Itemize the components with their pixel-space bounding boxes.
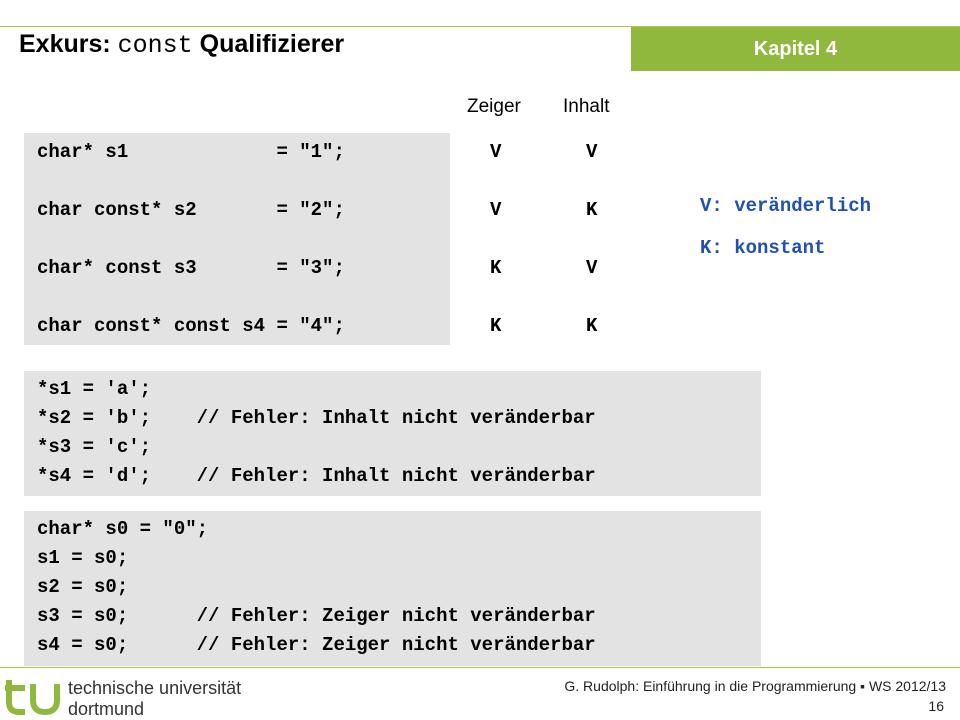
declaration-line: char const* s2 = "2"; — [37, 199, 345, 221]
code-line: s1 = s0; — [37, 547, 129, 569]
chapter-badge — [631, 27, 960, 71]
code-line: *s1 = 'a'; — [37, 378, 152, 400]
pointer-qualifier: K — [490, 315, 502, 337]
title-prefix: Exkurs: — [19, 30, 118, 58]
legend-variable: V: veränderlich — [700, 195, 872, 217]
content-qualifier: V — [586, 141, 598, 163]
content-assignment-block — [24, 371, 761, 496]
code-line: char* s0 = "0"; — [37, 518, 209, 540]
pointer-qualifier: K — [490, 257, 502, 279]
chapter-label: Kapitel 4 — [753, 37, 838, 60]
code-line: *s2 = 'b'; // Fehler: Inhalt nicht veränderbar — [37, 407, 596, 429]
footer-divider — [0, 667, 960, 668]
page-number: 16 — [928, 698, 944, 714]
code-line: s3 = s0; // Fehler: Zeiger nicht veränderbar — [37, 605, 596, 627]
content-qualifier: K — [586, 199, 598, 221]
code-line: s2 = s0; — [37, 576, 129, 598]
pointer-qualifier: V — [490, 199, 502, 221]
course-info: G. Rudolph: Einführung in die Programmierung ▪ WS 2012/13 — [564, 678, 946, 694]
column-header-pointer: Zeiger — [467, 96, 521, 117]
declaration-line: char const* const s4 = "4"; — [37, 315, 345, 337]
university-name — [68, 678, 241, 720]
code-line: *s3 = 'c'; — [37, 436, 152, 458]
university-line-1: technische universität — [68, 678, 242, 698]
content-qualifier: K — [586, 315, 598, 337]
page-title — [19, 30, 344, 60]
university-line-2: dortmund — [68, 699, 145, 719]
title-suffix: Qualifizierer — [192, 30, 345, 58]
content-qualifier: V — [586, 257, 598, 279]
legend-constant: K: konstant — [700, 237, 826, 259]
declaration-line: char* s1 = "1"; — [37, 141, 345, 163]
declaration-line: char* const s3 = "3"; — [37, 257, 345, 279]
code-line: s4 = s0; // Fehler: Zeiger nicht veränderbar — [37, 634, 596, 656]
pointer-assignment-block — [24, 511, 761, 666]
pointer-qualifier: V — [490, 141, 502, 163]
declarations-block — [24, 133, 450, 345]
column-header-content: Inhalt — [563, 96, 610, 117]
code-line: *s4 = 'd'; // Fehler: Inhalt nicht veränderbar — [37, 465, 596, 487]
tu-logo-icon — [5, 676, 63, 716]
title-code: const — [117, 31, 193, 60]
